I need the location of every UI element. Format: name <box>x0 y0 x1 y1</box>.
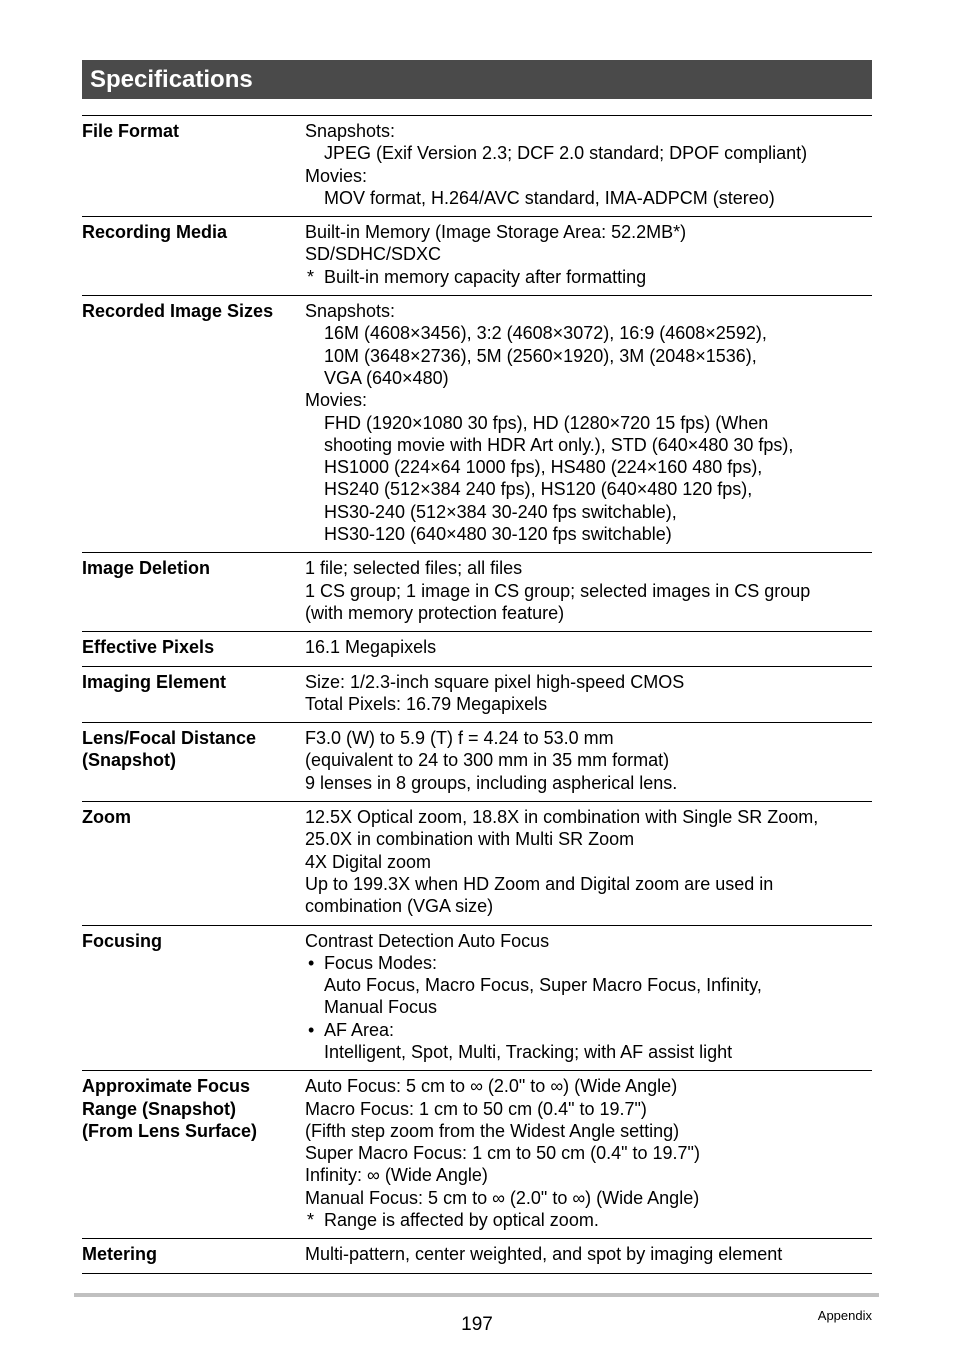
spec-value-line: Auto Focus, Macro Focus, Super Macro Focus, Infinity, <box>324 975 762 996</box>
spec-value-line: Manual Focus <box>324 997 438 1018</box>
spec-value-line: 16.1 Megapixels <box>305 637 437 658</box>
spec-label-line: (From Lens Surface) <box>82 1120 258 1141</box>
spec-label-line: Zoom <box>82 807 131 828</box>
spec-value-line: Infinity: ∞ (Wide Angle) <box>305 1165 488 1186</box>
spec-value <box>305 930 872 1064</box>
spec-value <box>305 636 872 658</box>
spec-label <box>82 806 305 917</box>
spec-label-line: Imaging Element <box>82 671 227 692</box>
section-name: Appendix <box>817 1308 872 1323</box>
spec-value-line: (with memory protection feature) <box>305 602 565 623</box>
spec-value-line: Snapshots: <box>305 121 396 141</box>
spec-value-line: Movies: <box>305 390 368 411</box>
spec-label <box>82 671 305 716</box>
spec-row <box>82 926 872 1072</box>
spec-value-line: 10M (3648×2736), 5M (2560×1920), 3M (2048×1536), <box>324 345 757 366</box>
spec-value-line: Up to 199.3X when HD Zoom and Digital zoom are used in <box>305 873 774 894</box>
spec-value-line: Contrast Detection Auto Focus <box>305 930 550 951</box>
spec-value-line: Size: 1/2.3-inch square pixel high-speed CMOS <box>305 671 685 692</box>
spec-label <box>82 120 305 209</box>
spec-value-line: 1 CS group; 1 image in CS group; selected images in CS group <box>305 580 811 601</box>
spec-value-line: F3.0 (W) to 5.9 (T) f = 4.24 to 53.0 mm <box>305 728 614 749</box>
spec-value <box>305 1075 872 1231</box>
spec-label <box>82 557 305 624</box>
spec-value-line: Intelligent, Spot, Multi, Tracking; with AF assist light <box>324 1041 733 1062</box>
spec-row <box>82 632 872 666</box>
spec-label-line: Recorded Image Sizes <box>82 301 274 322</box>
spec-label <box>82 636 305 658</box>
spec-value-line: 1 file; selected files; all files <box>305 558 523 579</box>
spec-bullet: • AF Area: <box>305 1019 872 1041</box>
spec-note: * Built-in memory capacity after formatting <box>305 266 872 288</box>
spec-row <box>82 802 872 925</box>
section-title: Specifications <box>82 60 872 99</box>
spec-value-line: Super Macro Focus: 1 cm to 50 cm (0.4" to 19.7") <box>305 1143 700 1164</box>
spec-value-line: HS30-120 (640×480 30-120 fps switchable) <box>324 524 672 545</box>
spec-value-line: 25.0X in combination with Multi SR Zoom <box>305 829 635 850</box>
spec-value-line: Total Pixels: 16.79 Megapixels <box>305 693 548 714</box>
spec-value-line: Manual Focus: 5 cm to ∞ (2.0" to ∞) (Wide Angle) <box>305 1187 700 1208</box>
spec-row <box>82 667 872 724</box>
spec-value <box>305 557 872 624</box>
specifications-table <box>82 115 872 1274</box>
spec-value <box>305 806 872 917</box>
spec-label-line: Range (Snapshot) <box>82 1098 237 1119</box>
spec-note: * Range is affected by optical zoom. <box>305 1209 872 1231</box>
spec-value-line: Multi-pattern, center weighted, and spot by imaging element <box>305 1244 783 1265</box>
spec-label <box>82 930 305 1064</box>
spec-value-line: MOV format, H.264/AVC standard, IMA-ADPCM (stereo) <box>324 187 775 208</box>
spec-value-line: Built-in Memory (Image Storage Area: 52.2MB*) <box>305 222 687 243</box>
spec-value <box>305 727 872 794</box>
spec-label <box>82 300 305 545</box>
spec-label-line: Image Deletion <box>82 558 211 579</box>
spec-row <box>82 723 872 802</box>
spec-value <box>305 1243 872 1265</box>
spec-label <box>82 727 305 794</box>
spec-label-line: Metering <box>82 1244 158 1265</box>
spec-value-line: shooting movie with HDR Art only.), STD (640×480 30 fps), <box>324 434 794 455</box>
spec-value-line: 12.5X Optical zoom, 18.8X in combination with Single SR Zoom, <box>305 807 819 828</box>
spec-value-line: 16M (4608×3456), 3:2 (4608×3072), 16:9 (4608×2592), <box>324 323 767 344</box>
spec-label-line: Approximate Focus <box>82 1076 251 1097</box>
spec-label-line: Lens/Focal Distance <box>82 728 257 749</box>
spec-value-line: 9 lenses in 8 groups, including aspherical lens. <box>305 772 678 793</box>
spec-value-line: combination (VGA size) <box>305 896 494 917</box>
spec-value-line: Macro Focus: 1 cm to 50 cm (0.4" to 19.7") <box>305 1098 647 1119</box>
spec-value-line: Auto Focus: 5 cm to ∞ (2.0" to ∞) (Wide Angle) <box>305 1076 678 1097</box>
spec-value-line: Movies: <box>305 165 368 186</box>
spec-value <box>305 221 872 288</box>
spec-value-line: HS240 (512×384 240 fps), HS120 (640×480 120 fps), <box>324 479 753 500</box>
spec-label-line: Focusing <box>82 930 162 951</box>
spec-label-line: Effective Pixels <box>82 637 215 658</box>
spec-label-line: File Format <box>82 121 180 141</box>
spec-value-line: (Fifth step zoom from the Widest Angle setting) <box>305 1120 680 1141</box>
page-number: 197 <box>461 1314 493 1335</box>
spec-value <box>305 671 872 716</box>
spec-bullet: • Focus Modes: <box>305 952 872 974</box>
spec-label <box>82 1243 305 1265</box>
spec-value-line: (equivalent to 24 to 300 mm in 35 mm format) <box>305 750 670 771</box>
spec-row <box>82 217 872 296</box>
spec-value-line: JPEG (Exif Version 2.3; DCF 2.0 standard; DPOF compliant) <box>324 143 808 164</box>
spec-label-line: (Snapshot) <box>82 750 176 771</box>
spec-row <box>82 1239 872 1273</box>
spec-value-line: HS30-240 (512×384 30-240 fps switchable), <box>324 501 677 522</box>
spec-value-line: HS1000 (224×64 1000 fps), HS480 (224×160 480 fps), <box>324 457 763 478</box>
spec-value-line: 4X Digital zoom <box>305 851 432 872</box>
spec-value-line: VGA (640×480) <box>324 367 449 388</box>
spec-label <box>82 1075 305 1231</box>
spec-row <box>82 296 872 553</box>
spec-label-line: Recording Media <box>82 222 228 243</box>
spec-row <box>82 116 872 217</box>
spec-value-line: Snapshots: <box>305 301 396 322</box>
spec-value <box>305 300 872 545</box>
footer-divider <box>74 1293 879 1297</box>
spec-value-line: SD/SDHC/SDXC <box>305 244 442 265</box>
spec-value <box>305 120 872 209</box>
spec-value-line: FHD (1920×1080 30 fps), HD (1280×720 15 fps) (When <box>324 412 769 433</box>
spec-row <box>82 1071 872 1239</box>
spec-row <box>82 553 872 632</box>
spec-label <box>82 221 305 288</box>
